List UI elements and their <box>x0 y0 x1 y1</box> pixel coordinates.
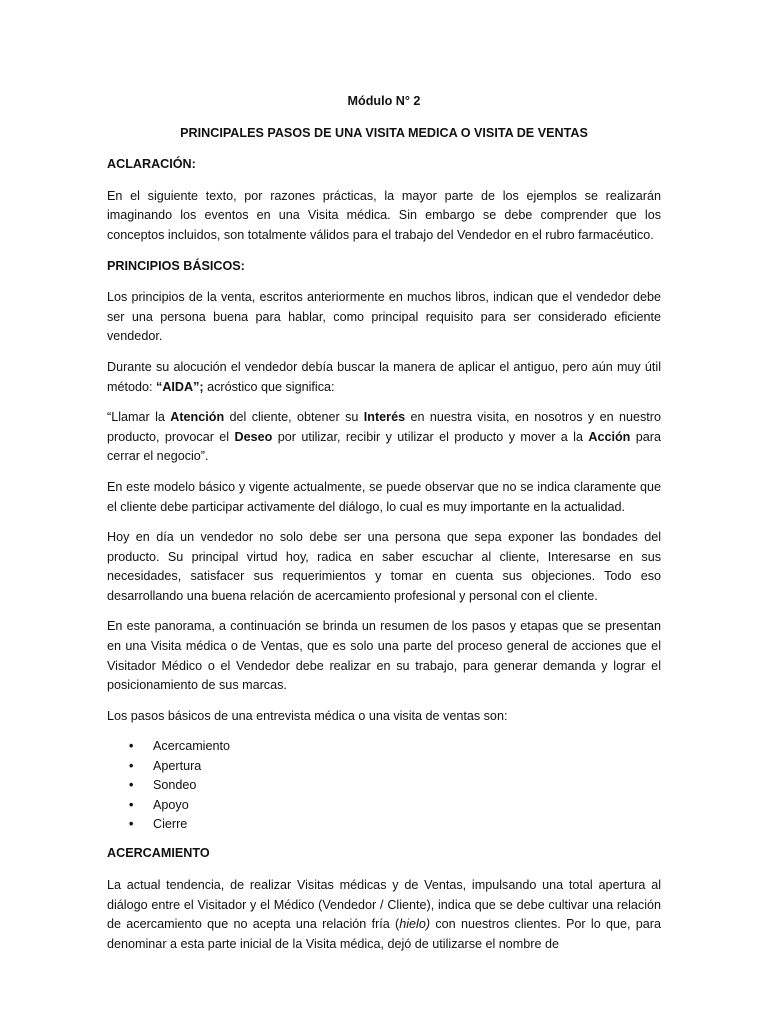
quote-text-5: para cerrar el negocio”. <box>107 429 661 464</box>
principios-paragraph-1: Los principios de la venta, escritos anteriormente en muchos libros, indican que el vendedor debe ser una persona buena para hablar, como principal requisito para ser considerado eficiente vendedor. <box>107 290 661 344</box>
quote-bold-accion: Acción <box>588 429 631 444</box>
quote-text-1: “Llamar la <box>107 410 171 425</box>
bullet-icon: • <box>129 758 134 773</box>
aida-acronym: “AIDA”; <box>156 379 204 394</box>
acercamiento-paragraph <box>107 876 661 954</box>
quote-bold-deseo: Deseo <box>234 429 273 444</box>
document-page <box>107 92 661 965</box>
step-label: Cierre <box>153 817 188 832</box>
bullet-icon: • <box>129 739 134 754</box>
aclaracion-heading: ACLARACIÓN: <box>107 157 196 172</box>
principios-heading: PRINCIPIOS BÁSICOS: <box>107 258 245 273</box>
step-label: Sondeo <box>153 778 197 793</box>
step-label: Acercamiento <box>153 739 230 754</box>
quote-text-4: por utilizar, recibir y utilizar el producto y mover a la <box>272 429 589 444</box>
list-item <box>107 776 661 795</box>
aida-paragraph <box>107 358 661 397</box>
acercamiento-text-b: con nuestros clientes. Por lo que, para denominar a esta parte inicial de la Visita médica, dejó de utilizarse el nombre de <box>107 917 661 951</box>
acercamiento-heading: ACERCAMIENTO <box>107 846 210 861</box>
principios-paragraph-6: Los pasos básicos de una entrevista médica o una visita de ventas son: <box>107 708 508 723</box>
list-item <box>107 815 661 834</box>
module-title: Módulo N° 2 <box>347 94 421 108</box>
quote-bold-interes: Interés <box>363 410 406 425</box>
bullet-icon: • <box>129 817 134 832</box>
aclaracion-paragraph: En el siguiente texto, por razones prácticas, la mayor parte de los ejemplos se realizarán imaginando los eventos en una Visita médica. Sin embargo se debe comprender que los conceptos incluidos, son totalmente válidos para el trabajo del Vendedor en el rubro farmacéutico. <box>107 188 661 242</box>
steps-list <box>107 737 661 834</box>
list-item <box>107 737 661 756</box>
main-title: PRINCIPALES PASOS DE UNA VISITA MEDICA O VISITA DE VENTAS <box>180 125 588 140</box>
aida-text-a: Durante su alocución el vendedor debía buscar la manera de aplicar el antiguo, pero aún muy útil método: <box>107 359 661 394</box>
list-item <box>107 796 661 815</box>
quote-bold-atencion: Atención <box>170 410 225 425</box>
quote-text-3: en nuestra visita, en nosotros y en nuestro producto, provocar el <box>107 410 661 444</box>
acercamiento-italic: hielo) <box>399 917 431 932</box>
aida-text-b: acróstico que significa: <box>203 379 335 394</box>
step-label: Apertura <box>153 758 202 773</box>
aida-quote <box>107 408 661 467</box>
step-label: Apoyo <box>153 797 189 812</box>
bullet-icon: • <box>129 797 134 812</box>
principios-paragraph-3: En este modelo básico y vigente actualmente, se puede observar que no se indica claramente que el cliente debe participar activamente del diálogo, lo cual es muy importante en la actualidad. <box>107 479 661 514</box>
acercamiento-text-a: La actual tendencia, de realizar Visitas médicas y de Ventas, impulsando una total apertura al diálogo entre el Visitador y el Médico (Vendedor / Cliente), indica que se debe cultivar una relación de acercamiento que no acepta una relación fría ( <box>107 878 661 932</box>
bullet-icon: • <box>129 778 134 793</box>
principios-paragraph-5: En este panorama, a continuación se brinda un resumen de los pasos y etapas que se presentan en una Visita médica o de Ventas, que es solo una parte del proceso general de acciones que el Visitador Médico o el Vendedor debe realizar en su trabajo, para generar demanda y lograr el posicionamiento de sus marcas. <box>107 619 661 693</box>
list-item <box>107 757 661 776</box>
principios-paragraph-4: Hoy en día un vendedor no solo debe ser una persona que sepa exponer las bondades del producto. Su principal virtud hoy, radica en saber escuchar al cliente, Interesarse en sus necesidades, satisfacer sus requerimientos y tomar en cuenta sus objeciones. Todo eso desarrollando una buena relación de acercamiento profesional y personal con el cliente. <box>107 530 661 603</box>
quote-text-2: del cliente, obtener su <box>224 410 364 425</box>
